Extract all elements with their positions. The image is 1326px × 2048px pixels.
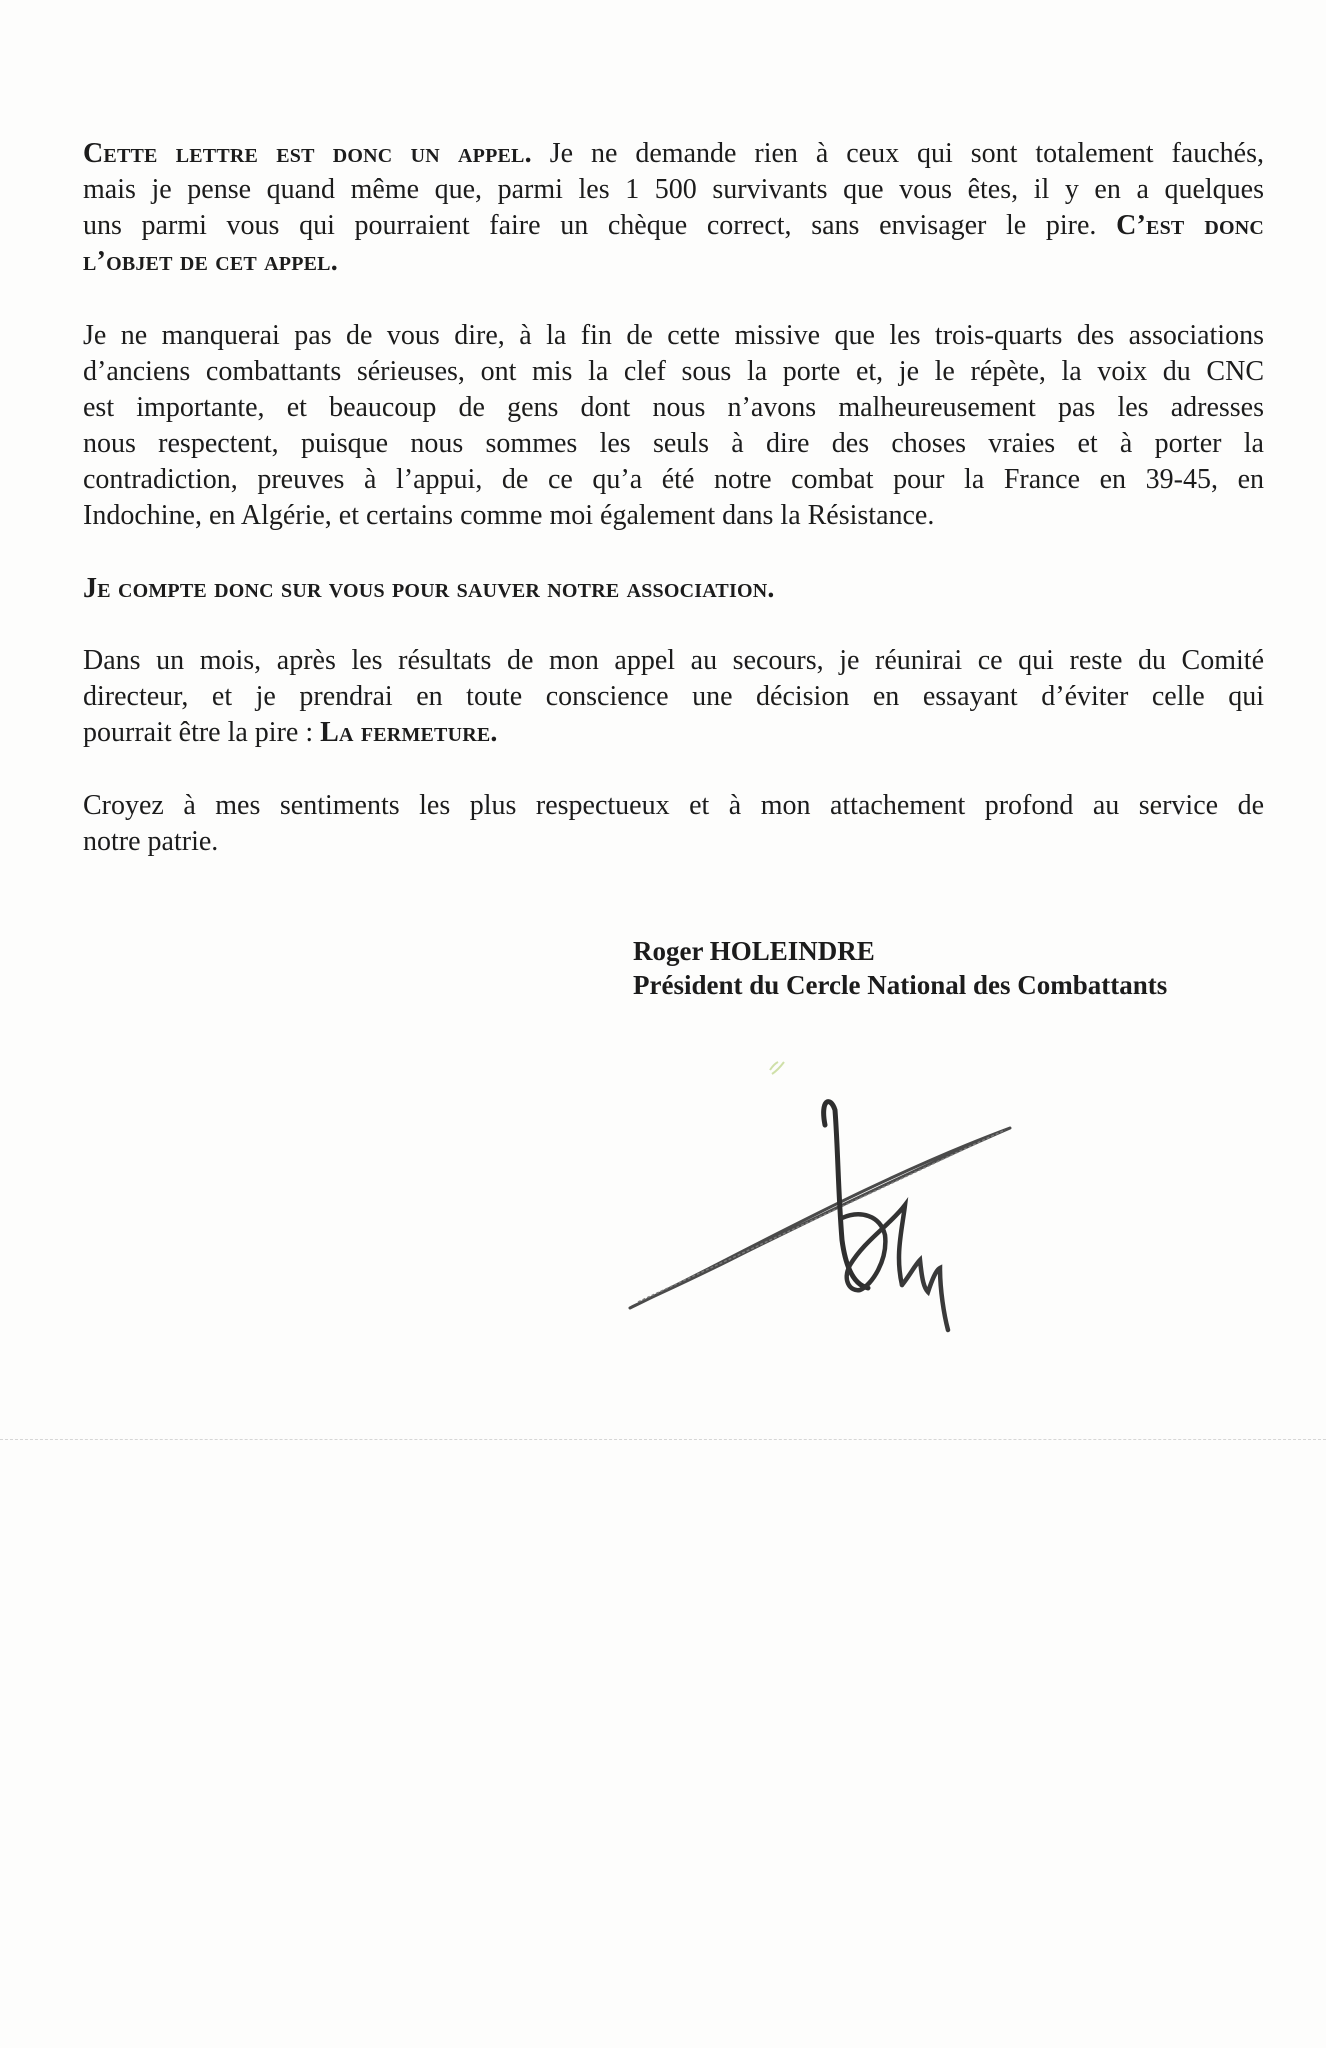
text-line: notre patrie. xyxy=(83,826,219,857)
handwritten-signature xyxy=(610,1030,1030,1350)
signatory-block xyxy=(633,934,1167,1002)
small-caps-lead: Cette lettre est donc un appel. xyxy=(83,138,532,169)
text-line: Je ne manquerai pas de vous dire, à la fin de cette missive que les trois-quarts des associations xyxy=(83,320,1264,351)
text-line: d’anciens combattants sérieuses, ont mis la clef sous la porte et, je le répète, la voix du CNC xyxy=(83,356,1264,387)
paragraph-appeal xyxy=(83,136,1264,280)
paragraph-associations xyxy=(83,318,1264,534)
text-line: Dans un mois, après les résultats de mon appel au secours, je réunirai ce qui reste du Comité xyxy=(83,645,1264,676)
text-line xyxy=(83,136,1264,172)
text-line: Croyez à mes sentiments les plus respectueux et à mon attachement profond au service de xyxy=(83,790,1264,821)
signatory-title: Président du Cercle National des Combattants xyxy=(633,970,1168,1000)
signature-stroke-final xyxy=(902,1260,948,1330)
text-line: mais je pense quand même que, parmi les 1 500 survivants que vous êtes, il y en a quelques xyxy=(83,174,1264,205)
small-caps-heading: Je compte donc sur vous pour sauver notre association. xyxy=(83,573,775,604)
text-run: Je ne demande rien à ceux qui sont totalement fauchés, xyxy=(531,138,1264,169)
small-caps-emphasis: La fermeture. xyxy=(320,717,498,748)
text-run: uns parmi vous qui pourraient faire un chèque correct, sans envisager le pire. xyxy=(83,210,1117,241)
paragraph-call-to-action xyxy=(83,571,1264,607)
text-line: directeur, et je prendrai en toute conscience une décision en essayant d’éviter celle qui xyxy=(83,681,1264,712)
scan-mark xyxy=(770,1062,784,1074)
signatory-name: Roger HOLEINDRE xyxy=(633,936,875,966)
text-line xyxy=(83,244,1264,280)
text-line xyxy=(83,715,1264,751)
text-run: pourrait être la pire : xyxy=(83,717,321,748)
paragraph-decision xyxy=(83,643,1264,751)
text-line: est importante, et beaucoup de gens dont nous n’avons malheureusement pas les adresses xyxy=(83,392,1264,423)
small-caps-emphasis: C’est donc xyxy=(1116,210,1264,241)
paragraph-closing xyxy=(83,788,1264,860)
text-line: nous respectent, puisque nous sommes les seuls à dire des choses vraies et à porter la xyxy=(83,428,1264,459)
text-line: Indochine, en Algérie, et certains comme moi également dans la Résistance. xyxy=(83,500,935,531)
text-line xyxy=(83,208,1264,244)
scan-fold-line xyxy=(0,1439,1326,1440)
text-line: contradiction, preuves à l’appui, de ce qu’a été notre combat pour la France en 39-45, en xyxy=(83,464,1264,495)
small-caps-emphasis: l’objet de cet appel. xyxy=(83,246,338,277)
text-line xyxy=(83,571,1264,607)
